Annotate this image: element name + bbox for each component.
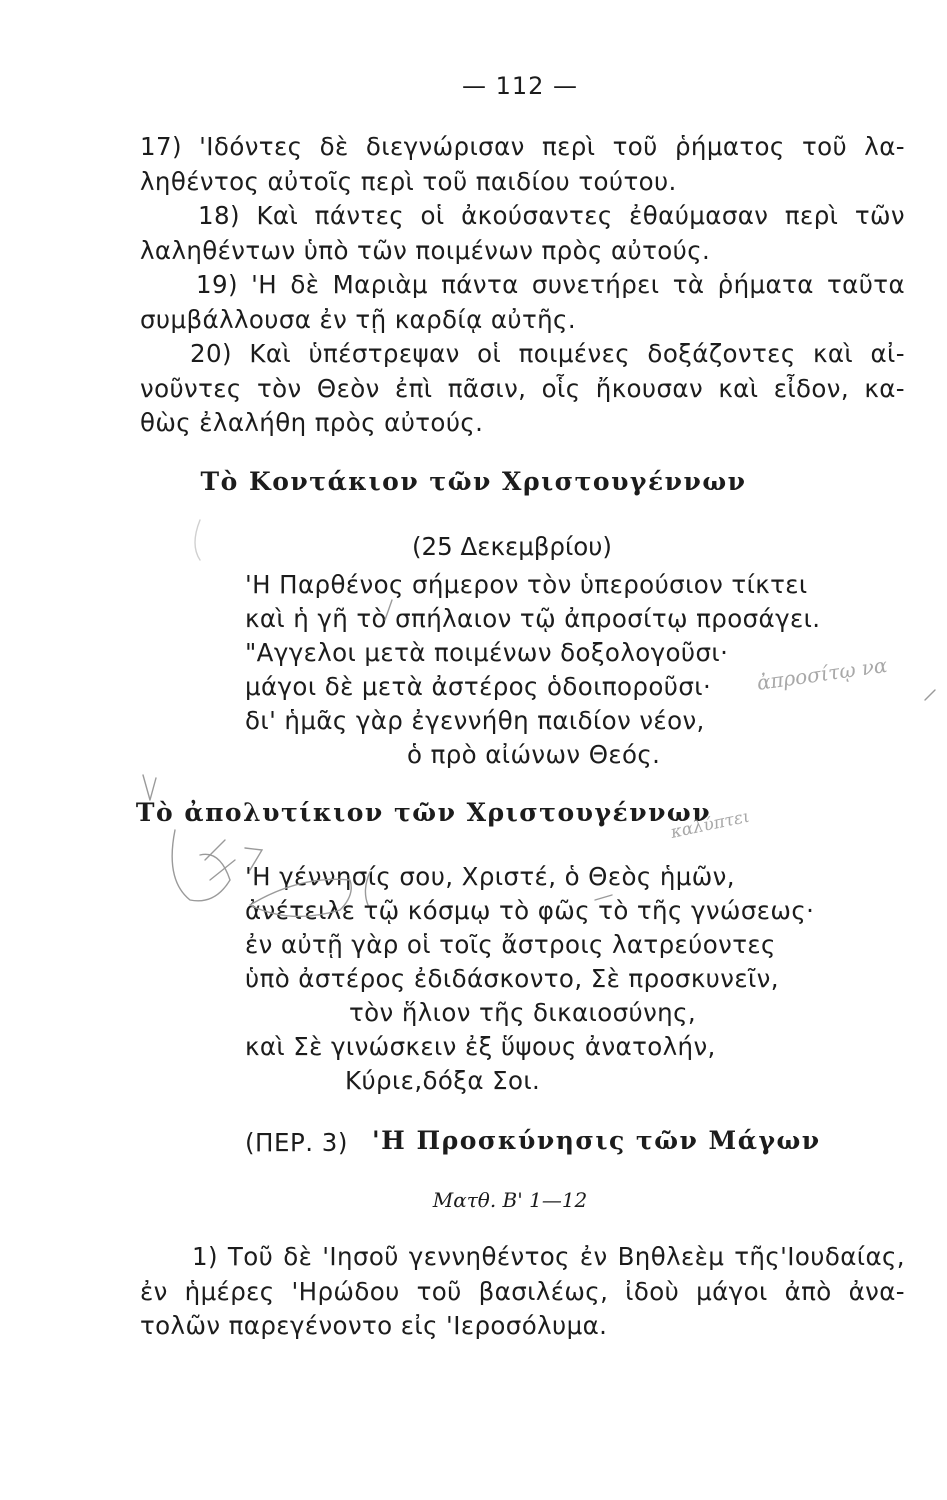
- verse-line: 19) 'Η δὲ Μαριὰμ πάντα συνετήρει τὰ ῥήματα ταῦτα: [196, 270, 905, 299]
- kontakion-text: [245, 568, 885, 772]
- verse-line: θὼς ἐλαλήθη πρὸς αὐτούς.: [140, 408, 484, 437]
- pencil-mark: [195, 520, 200, 560]
- page-number: — 112 —: [461, 72, 579, 100]
- pencil-scribble: [205, 840, 235, 880]
- pericope-title: 'Η Προσκύνησις τῶν Μάγων: [372, 1126, 821, 1155]
- apolytikion-text: [245, 860, 885, 1098]
- hymn-line: 'Η γέννησίς σου, Χριστέ, ὁ Θεὸς ἡμῶν,: [245, 862, 735, 891]
- hymn-line: ὑπὸ ἀστέρος ἐδιδάσκοντο, Σὲ προσκυνεῖν,: [245, 964, 779, 993]
- pencil-scribble: [172, 830, 230, 901]
- kontakion-title: Τὸ Κοντάκιον τῶν Χριστουγέννων: [200, 467, 747, 496]
- pericope-text: [140, 1240, 905, 1344]
- gospel-verses: [140, 130, 905, 441]
- verse-line: 18) Καὶ πάντες οἱ ἀκούσαντες ἐθαύμασαν περὶ τῶν: [198, 201, 905, 230]
- hymn-line: Κύριε,δόξα Σοι.: [345, 1066, 541, 1095]
- verse-line: νοῦντες τὸν Θεὸν ἐπὶ πᾶσιν, οἷς ἤκουσαν καὶ εἶδον, κα-: [140, 373, 905, 403]
- pencil-note: ἀπροσίτῳ να: [755, 652, 889, 695]
- pencil-note: καλύπτει: [668, 806, 752, 843]
- hymn-line: δι' ἡμᾶς γὰρ ἐγεννήθη παιδίον νέον,: [245, 706, 705, 735]
- hymn-line: 'Η Παρθένος σήμερον τὸν ὑπερούσιον τίκτει: [245, 570, 808, 599]
- scripture-reference: Ματθ. Β' 1—12: [432, 1188, 588, 1212]
- verse-line: ἐν ἡμέρες 'Ηρώδου τοῦ βασιλέως, ἰδοὺ μάγοι ἀπὸ ἀνα-: [140, 1276, 905, 1306]
- pencil-mark: [143, 775, 156, 800]
- verse-line: συμβάλλουσα ἐν τῇ καρδίᾳ αὐτῆς.: [140, 304, 577, 334]
- verse-line: λαληθέντων ὑπὸ τῶν ποιμένων πρὸς αὐτούς.: [140, 235, 711, 265]
- hymn-line: τὸν ἥλιον τῆς δικαιοσύνης,: [349, 998, 697, 1027]
- verse-line: 1) Τοῦ δὲ 'Ιησοῦ γεννηθέντος ἐν Βηθλεὲμ τῆς'Ιουδαίας,: [192, 1242, 905, 1271]
- hymn-line: καὶ ἡ γῆ τὸ σπήλαιον τῷ ἀπροσίτῳ προσάγει.: [245, 604, 821, 633]
- hymn-line: ἀνέτειλε τῷ κόσμῳ τὸ φῶς τὸ τῆς γνώσεως·: [245, 896, 815, 925]
- verse-line: 17) 'Ιδόντες δὲ διεγνώρισαν περὶ τοῦ ῥήματος τοῦ λα-: [140, 132, 905, 161]
- kontakion-date: (25 Δεκεμβρίου): [412, 532, 612, 561]
- verse-line: τολῶν παρεγένοντο εἰς 'Ιεροσόλυμα.: [140, 1311, 608, 1340]
- apolytikion-title: Τὸ ἀπολυτίκιον τῶν Χριστουγέννων: [135, 798, 712, 827]
- verse-line: ληθέντος αὐτοῖς περὶ τοῦ παιδίου τούτου.: [140, 166, 677, 196]
- hymn-line: ὁ πρὸ αἰώνων Θεός.: [407, 740, 661, 769]
- hymn-line: μάγοι δὲ μετὰ ἀστέρος ὁδοιποροῦσι·: [245, 672, 712, 701]
- hymn-line: καὶ Σὲ γινώσκειν ἐξ ὕψους ἀνατολήν,: [245, 1032, 716, 1061]
- pencil-mark: [925, 690, 935, 700]
- hymn-line: "Αγγελοι μετὰ ποιμένων δοξολογοῦσι·: [245, 638, 729, 667]
- verse-line: 20) Καὶ ὑπέστρεψαν οἱ ποιμένες δοξάζοντες καὶ αἰ-: [190, 339, 905, 368]
- pericope-label: (ΠΕΡ. 3): [245, 1128, 348, 1157]
- hymn-line: ἐν αὐτῇ γὰρ οἱ τοῖς ἄστροις λατρεύοντες: [245, 930, 776, 959]
